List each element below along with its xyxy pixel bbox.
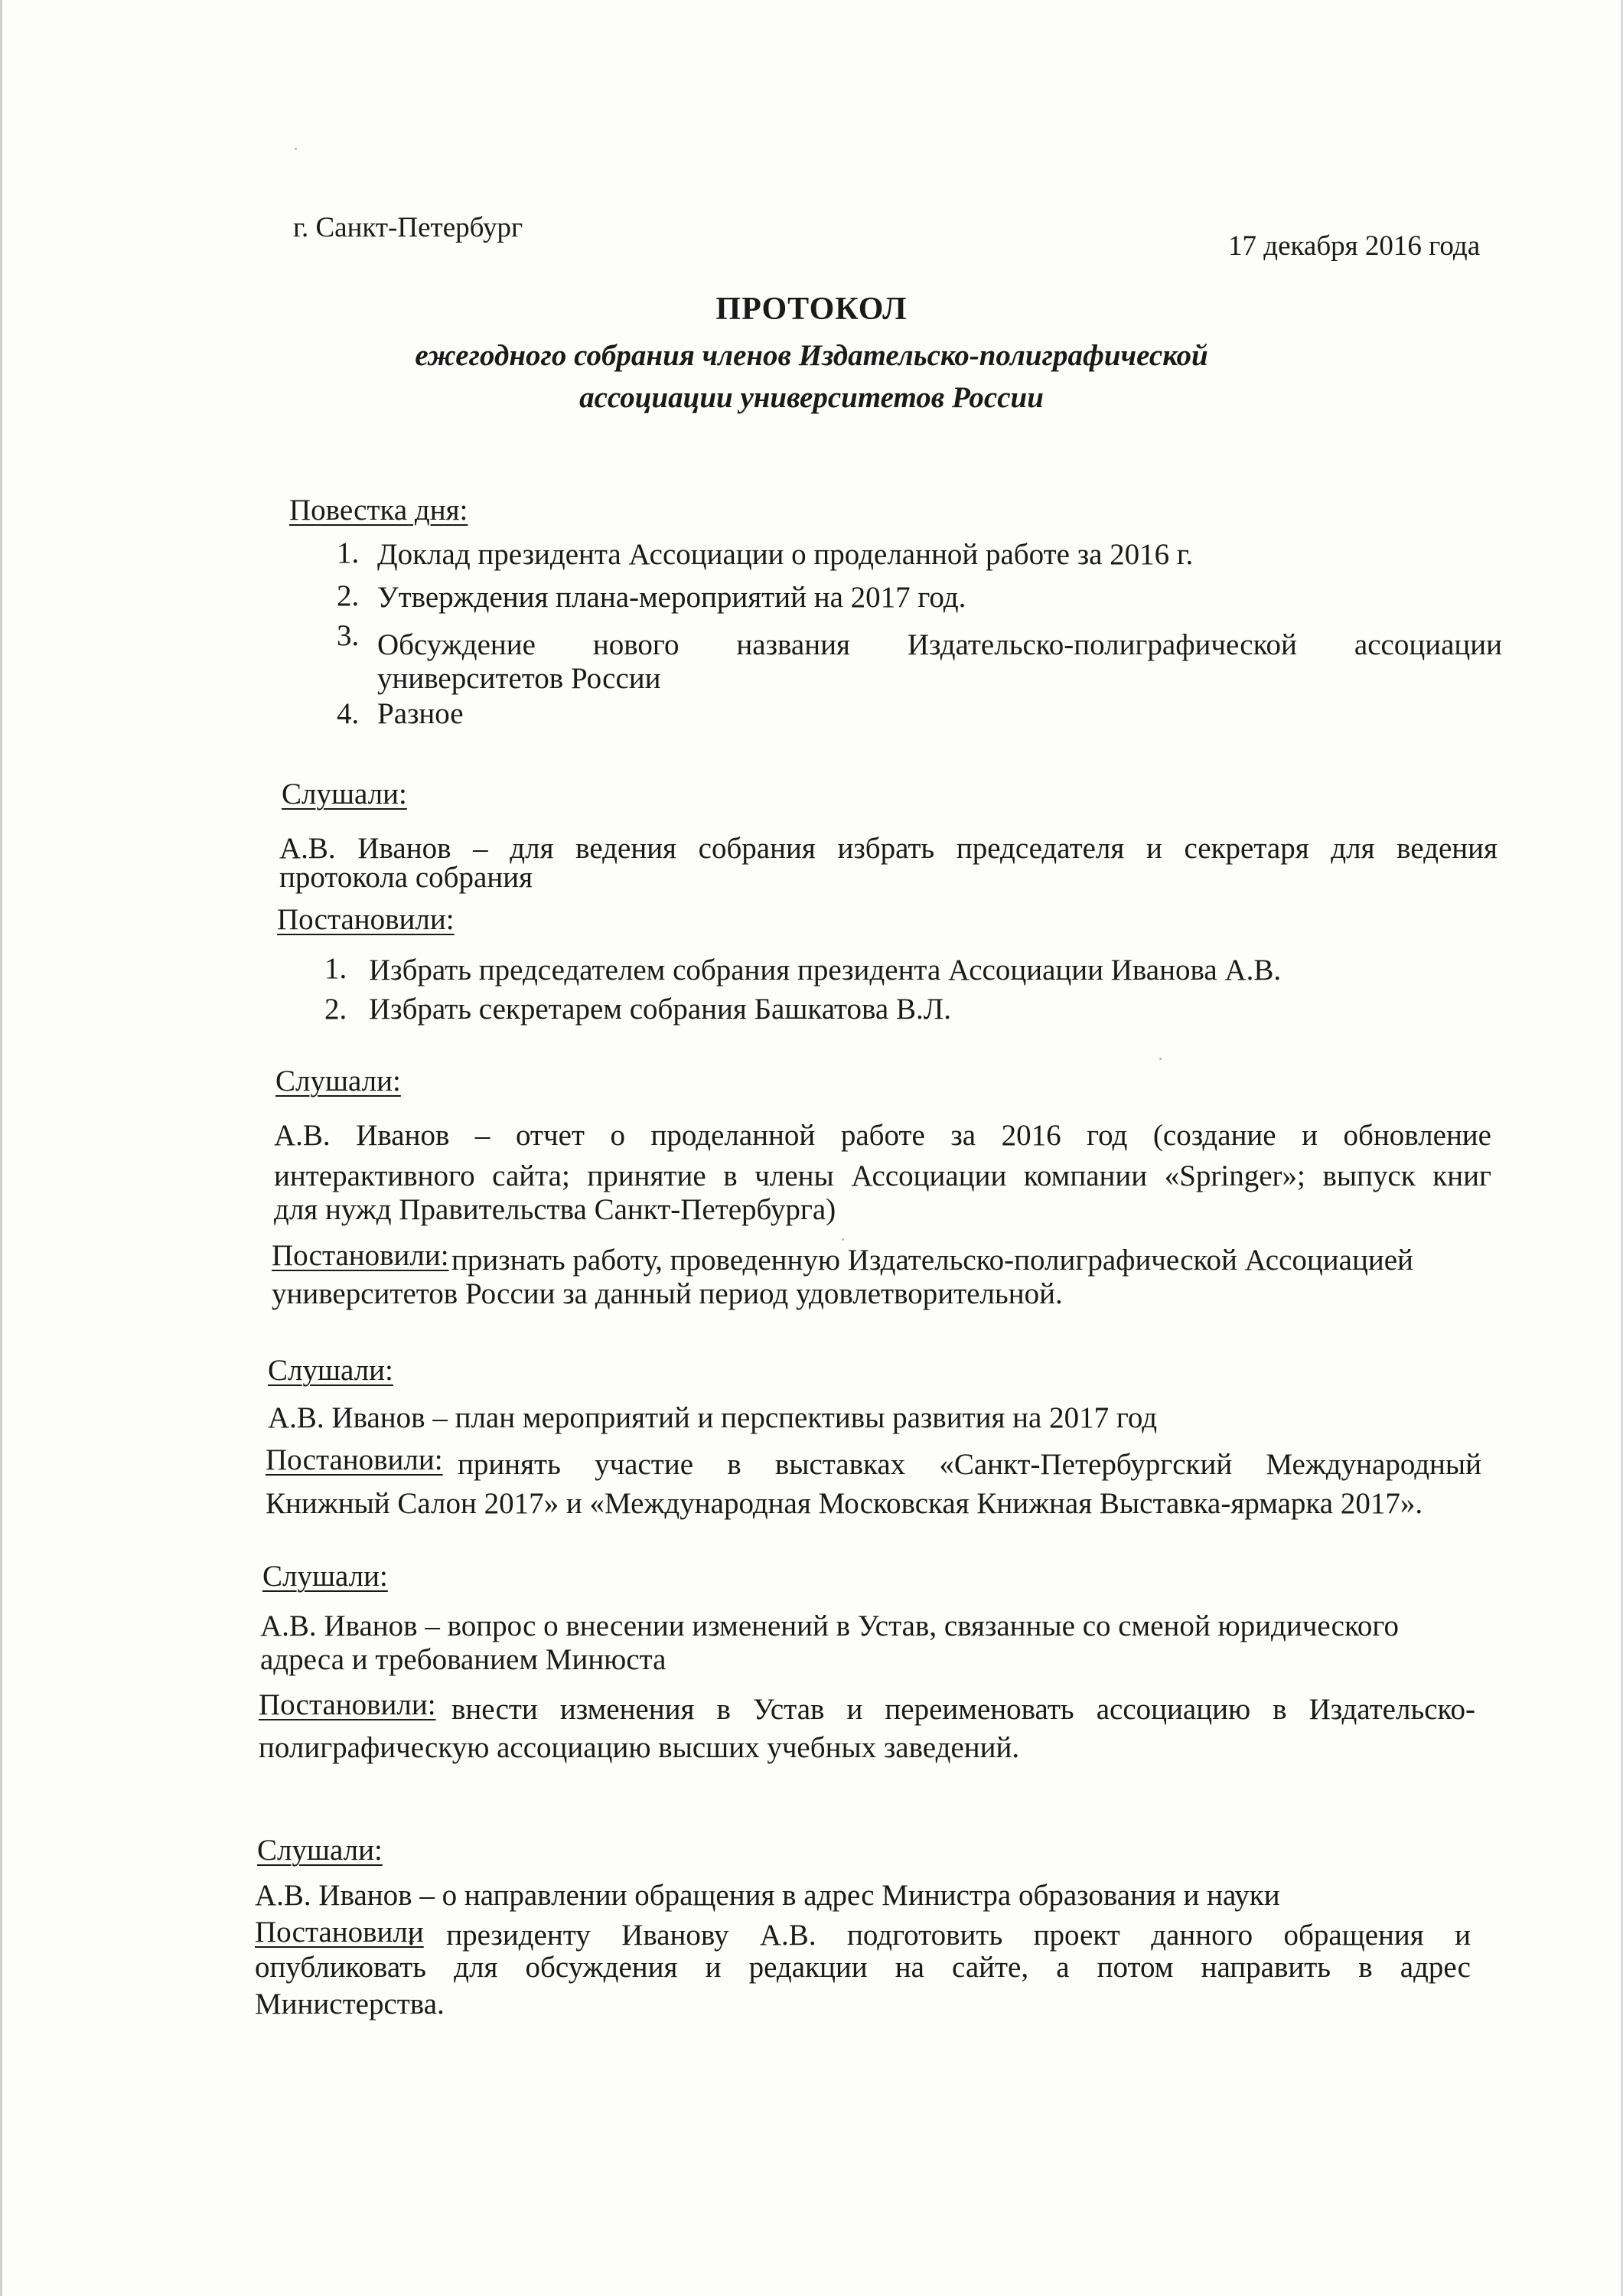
- scan-speck: [295, 148, 297, 150]
- resolved-text: Министерства.: [255, 1988, 445, 2020]
- heard-label: Слушали:: [275, 1065, 401, 1097]
- heard-text: А.В. Иванов – вопрос о внесении изменений в Устав, связанные со сменой юридического: [260, 1609, 1399, 1642]
- scan-speck: [1159, 1058, 1162, 1060]
- agenda-item-text-continued: университетов России: [377, 662, 661, 695]
- resolved-text: полиграфическую ассоциацию высших учебных заведений.: [259, 1731, 1020, 1764]
- resolved-label: Постановили: [255, 1916, 424, 1949]
- scan-speck: [842, 1238, 844, 1241]
- resolved-item-text: Избрать секретарем собрания Башкатова В.Л.: [369, 993, 951, 1026]
- resolved-text: внести изменения в Устав и переименовать ассоциацию в Издательско-: [451, 1693, 1475, 1726]
- resolved-item-text: Избрать председателем собрания президента Ассоциации Иванова А.В.: [369, 954, 1282, 987]
- heard-text: А.В. Иванов – для ведения собрания избрать председателя и секретаря для ведения: [279, 832, 1498, 865]
- city: г. Санкт-Петербург: [293, 212, 523, 243]
- agenda-item-number: 3.: [337, 619, 360, 652]
- heard-text: А.В. Иванов – план мероприятий и перспективы развития на 2017 год: [268, 1401, 1158, 1434]
- heard-text: адреса и требованием Минюста: [260, 1643, 666, 1676]
- resolved-label: Постановили:: [259, 1688, 436, 1721]
- agenda-item-text: Доклад президента Ассоциации о проделанной работе за 2016 г.: [377, 538, 1194, 571]
- agenda-item-number: 2.: [337, 579, 360, 612]
- resolved-text: признать работу, проведенную Издательско-полиграфической Ассоциацией: [451, 1244, 1413, 1277]
- agenda-item-number: 4.: [337, 697, 360, 730]
- heard-label: Слушали:: [257, 1834, 383, 1867]
- heard-label: Слушали:: [262, 1560, 388, 1593]
- heard-text: А.В. Иванов – о направлении обращения в адрес Министра образования и науки: [255, 1879, 1280, 1912]
- resolved-text: университетов России за данный период удовлетворительной.: [272, 1277, 1063, 1310]
- resolved-label: Постановили:: [277, 903, 455, 936]
- agenda-item-text: Разное: [377, 697, 464, 730]
- heard-text: протокола собрания: [279, 861, 533, 894]
- resolved-label: Постановили:: [266, 1443, 443, 1476]
- document-date: 17 декабря 2016 года: [1228, 230, 1481, 262]
- agenda-item-text: Утверждения плана-мероприятий на 2017 год.: [377, 581, 966, 614]
- heard-label: Слушали:: [268, 1354, 393, 1387]
- heard-label: Слушали:: [282, 778, 407, 810]
- heard-text: А.В. Иванов – отчет о проделанной работе за 2016 год (создание и обновление: [274, 1119, 1491, 1152]
- heard-text: интерактивного сайта; принятие в члены Ассоциации компании «Springer»; выпуск книг: [274, 1159, 1491, 1192]
- document-title: ПРОТОКОЛ: [715, 292, 908, 327]
- document-subtitle-line-2: ассоциации университетов России: [579, 381, 1044, 414]
- resolved-label: Постановили:: [272, 1239, 449, 1272]
- resolved-item-number: 1.: [324, 952, 347, 985]
- resolved-text: Книжный Салон 2017» и «Международная Московская Книжная Выставка-ярмарка 2017».: [266, 1487, 1423, 1520]
- resolved-text: : президенту Иванову А.В. подготовить проект данного обращения и: [407, 1919, 1471, 1952]
- agenda-item-number: 1.: [337, 536, 360, 569]
- agenda-heading: Повестка дня:: [289, 494, 468, 527]
- resolved-text: принять участие в выставках «Санкт-Петербургский Международный: [458, 1448, 1481, 1481]
- resolved-item-number: 2.: [324, 993, 347, 1026]
- agenda-item-text: Обсуждение нового названия Издательско-полиграфической ассоциации: [377, 628, 1502, 661]
- document-subtitle-line-1: ежегодного собрания членов Издательско-полиграфической: [415, 339, 1208, 372]
- resolved-text: опубликовать для обсуждения и редакции на сайте, а потом направить в адрес: [255, 1951, 1471, 1984]
- heard-text: для нужд Правительства Санкт-Петербурга): [274, 1193, 836, 1226]
